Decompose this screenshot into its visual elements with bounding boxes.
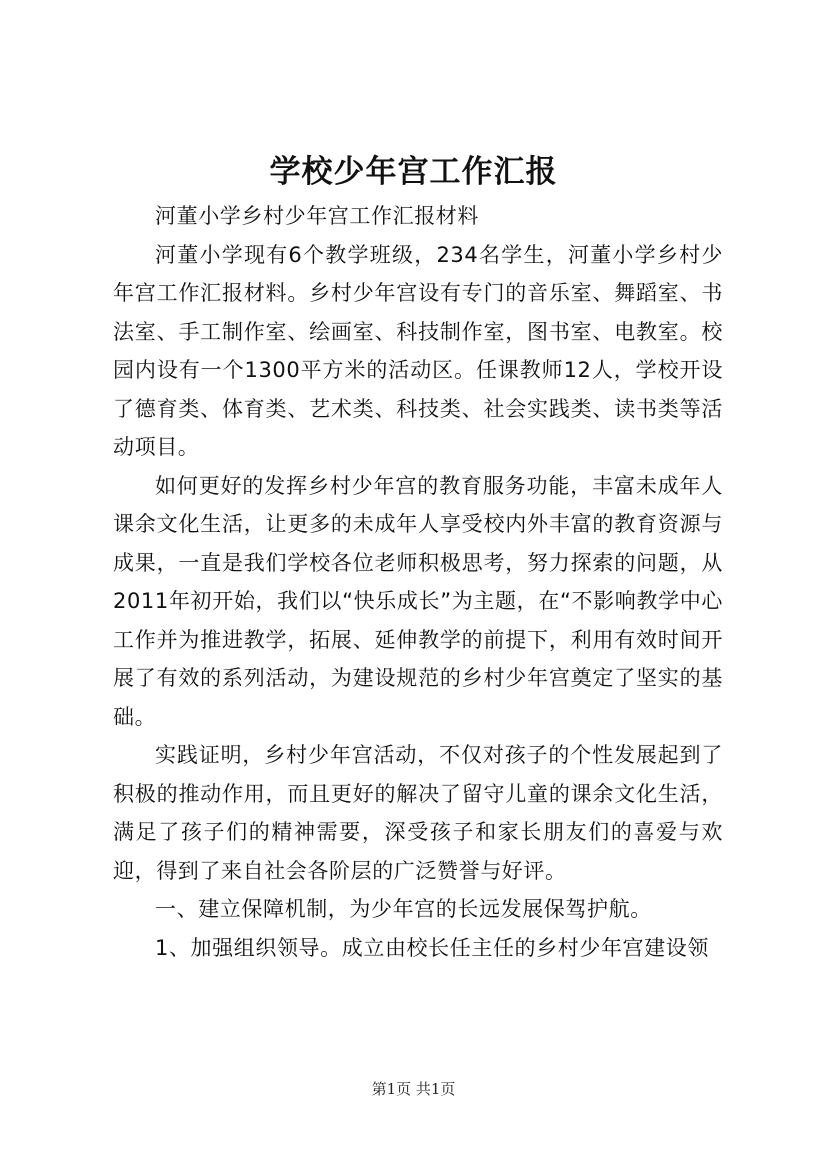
paragraph: 1、加强组织领导。成立由校长任主任的乡村少年宫建设领 [155,935,709,960]
document-title: 学校少年宫工作汇报 [269,154,558,190]
paragraph: 河董小学现有6个教学班级，234名学生，河董小学乡村少年宫工作汇报材料。乡村少年宫设有专门的音乐室、舞蹈室、书法室、手工制作室、绘画室、科技制作室，图书室、电教室。校园内设有一个1300平方米的活动区。任课教师12人，学校开设了德育类、体育类、艺术类、科技类、社会实践类、读书类等活动项目。 [113,242,723,459]
paragraph-subtitle: 河董小学乡村少年宫工作汇报材料 [155,204,479,228]
section-heading: 一、建立保障机制，为少年宫的长远发展保驾护航。 [155,897,652,921]
page-footer: 第1页 共1页 [371,1080,456,1098]
document-body [113,197,723,967]
paragraph: 实践证明，乡村少年宫活动，不仅对孩子的个性发展起到了积极的推动作用，而且更好的解决了留守儿童的课余文化生活，满足了孩子们的精神需要，深受孩子和家长朋友们的喜爱与欢迎，得到了来自社会各阶层的广泛赞誉与好评。 [113,743,723,883]
paragraph: 如何更好的发挥乡村少年宫的教育服务功能，丰富未成年人课余文化生活，让更多的未成年人享受校内外丰富的教育资源与成果，一直是我们学校各位老师积极思考，努力探索的问题，从2011年初开始，我们以“快乐成长”为主题，在“不影响教学中心工作并为推进教学，拓展、延伸教学的前提下，利用有效时间开展了有效的系列活动，为建设规范的乡村少年宫奠定了坚实的基础。 [113,473,723,729]
